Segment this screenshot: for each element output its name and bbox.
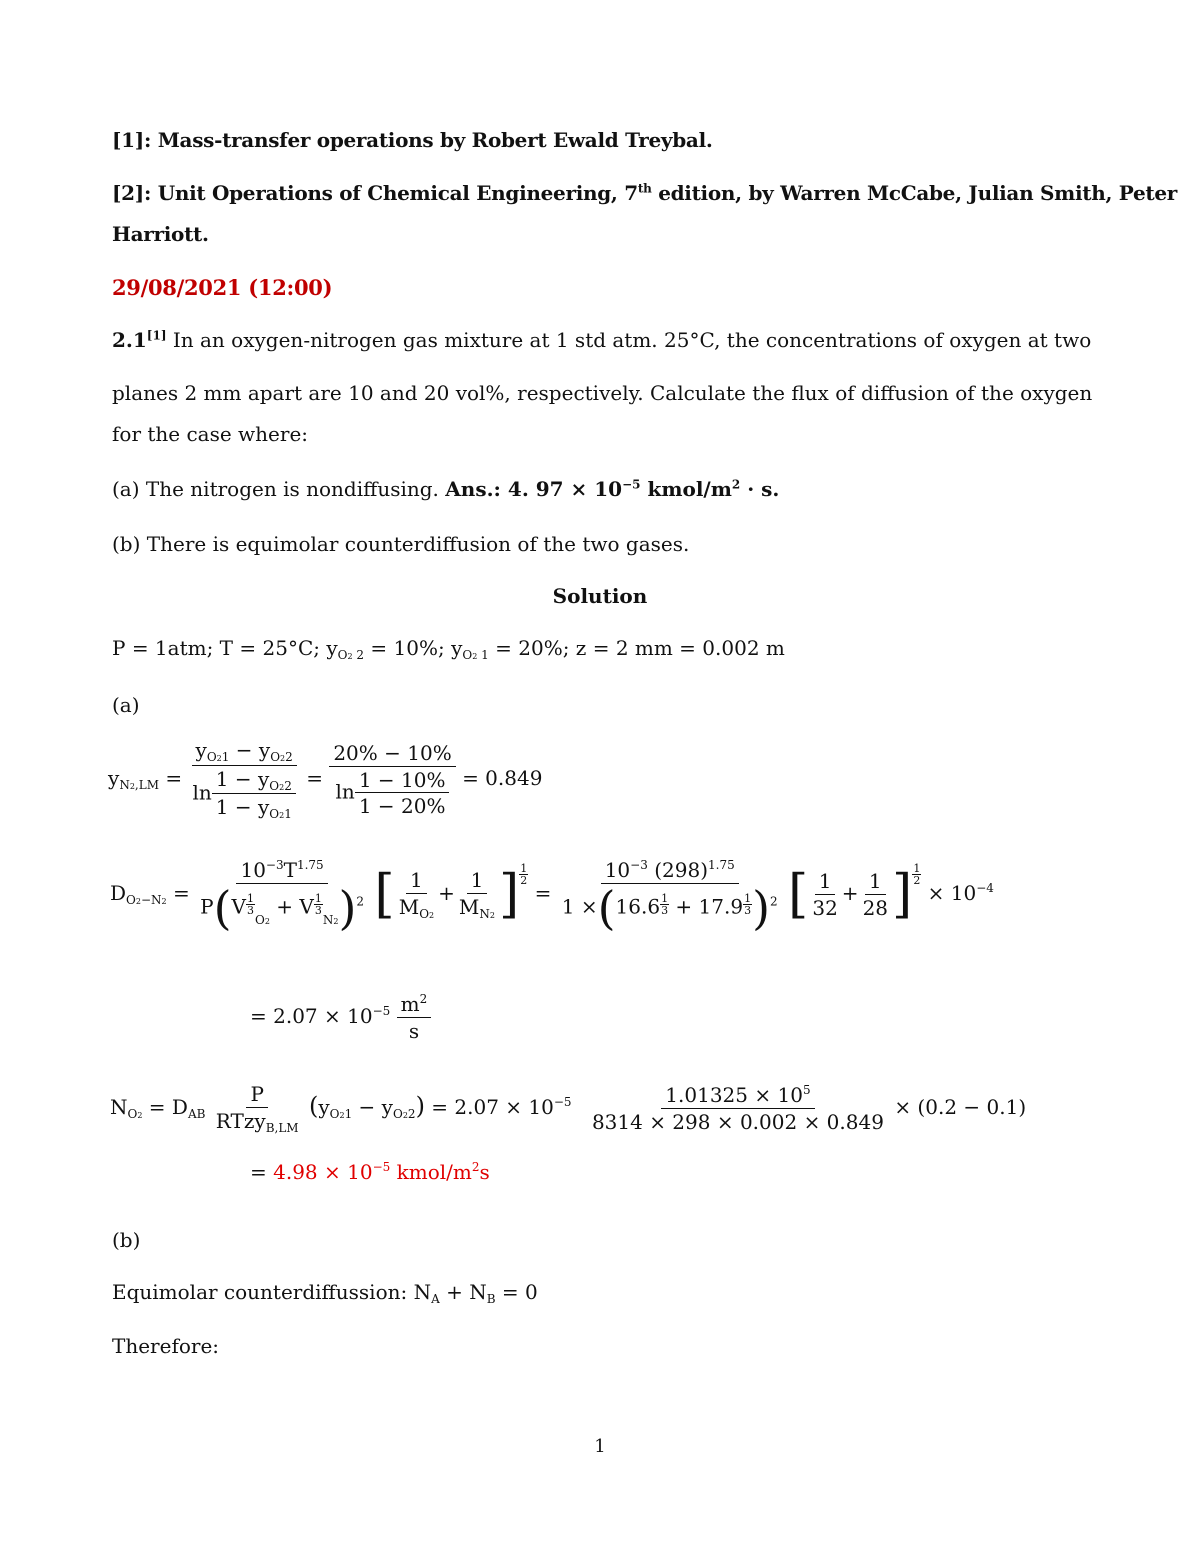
flux-result: = $4.98 \times 10^{-5}$ kmol/$m^2s$ bbox=[250, 1160, 490, 1184]
diffusivity-equation: $D_{O2-N2}$ = $10^{-3}T^{1.75}$ P(V $\frac{1}{3}$ $_{O2}$ + V $\frac{1}{3}$ $_{N2}$)$^2$ [ $\frac{1}{M_{O2}}$ + $\frac{1}{M_{N2}}$ ] $\frac{1}{2}$ = $10^{-3}$ $(298)^{1.75}$ 1 ×(16.6 $\frac{1}{3}$ + 17.9 $\frac{1}{3}$ )$^2$ [ $\frac{1}{32}$ + $\frac{1}{28}$ ] $\frac{1}{2}$ × $10^{-4}$ bbox=[110, 858, 994, 935]
part-a-text: (a) The nitrogen is nondiffusing. bbox=[112, 477, 446, 501]
solution-heading: Solution bbox=[552, 584, 648, 608]
reference-2-line-1 bbox=[112, 181, 1177, 205]
therefore-line: Therefore: bbox=[112, 1334, 220, 1358]
part-b-label: (b) bbox=[112, 1228, 141, 1252]
date-heading: 29/08/2021 (12:00) bbox=[112, 275, 333, 300]
answer-value: 4. $97 \times 10^{-5}$ kmol/$m^2 \cdot s$. bbox=[500, 477, 780, 501]
diffusivity-result: = $2.07 \times 10^{-5}$ $\frac{m^2}{s}$ bbox=[250, 992, 431, 1043]
equimolar-line: Equimolar counterdiffussion: $N_A + N_B = 0$ bbox=[112, 1280, 538, 1306]
problem-number: 2.1 bbox=[112, 328, 147, 352]
reference-1-label: [1]: bbox=[112, 128, 152, 152]
problem-line-2: planes 2 mm apart are 10 and 20 vol%, respectively. Calculate the flux of diffusion of the oxygen bbox=[112, 381, 1093, 405]
reference-1-text: Mass-transfer operations by Robert Ewald Treybal. bbox=[157, 128, 713, 152]
reference-2-superscript: th bbox=[637, 181, 652, 196]
reference-2-label: [2]: bbox=[112, 181, 152, 205]
problem-part-a bbox=[112, 477, 779, 501]
flux-equation: $N_{O2} = D_{AB}$ $\frac{P}{RTzy_{B,LM}}$ $(y_{O21} - y_{O22}) = 2.07 \times 10^{-5}$ $\frac{1.01325 \times 10^5}{8314 \times 298 \times 0.002 \times 0.849}$ × (0.2 − 0.1) bbox=[110, 1082, 1027, 1135]
problem-part-b: (b) There is equimolar counterdiffusion of the two gases. bbox=[112, 532, 690, 556]
ylm-result: = 0.849 bbox=[462, 766, 543, 790]
problem-line-1 bbox=[112, 328, 1091, 352]
reference-2-text: Unit Operations of Chemical Engineering, 7 bbox=[157, 181, 638, 205]
problem-line-3: for the case where: bbox=[112, 422, 309, 446]
reference-2-text-b: edition, by Warren McCabe, Julian Smith, Peter bbox=[651, 181, 1178, 205]
problem-text-1: In an oxygen-nitrogen gas mixture at 1 std atm. 25°C, the concentrations of oxygen at two bbox=[166, 328, 1092, 352]
given-values: P = 1atm; T = 25°C; $y_{O2 2} = 10\%$; $y_{O2 1} = 20\%$; z = 2 mm = 0.002 m bbox=[112, 636, 785, 662]
part-a-label: (a) bbox=[112, 693, 140, 717]
reference-2-line-2: Harriott. bbox=[112, 222, 209, 246]
reference-1 bbox=[112, 128, 713, 152]
problem-ref-mark: [1] bbox=[146, 328, 167, 343]
page-number: 1 bbox=[594, 1436, 606, 1457]
answer-label: Ans.: bbox=[445, 477, 501, 501]
ylm-equation: $y_{N2,LM}$ = $y_{O21} - y_{O22}$ ln $\frac{1 - y_{O22}}{1 - y_{O21}}$ = 20% − 10% ln $\frac{1 - 10\%}{1 - 20\%}$ = 0.849 bbox=[108, 738, 543, 821]
